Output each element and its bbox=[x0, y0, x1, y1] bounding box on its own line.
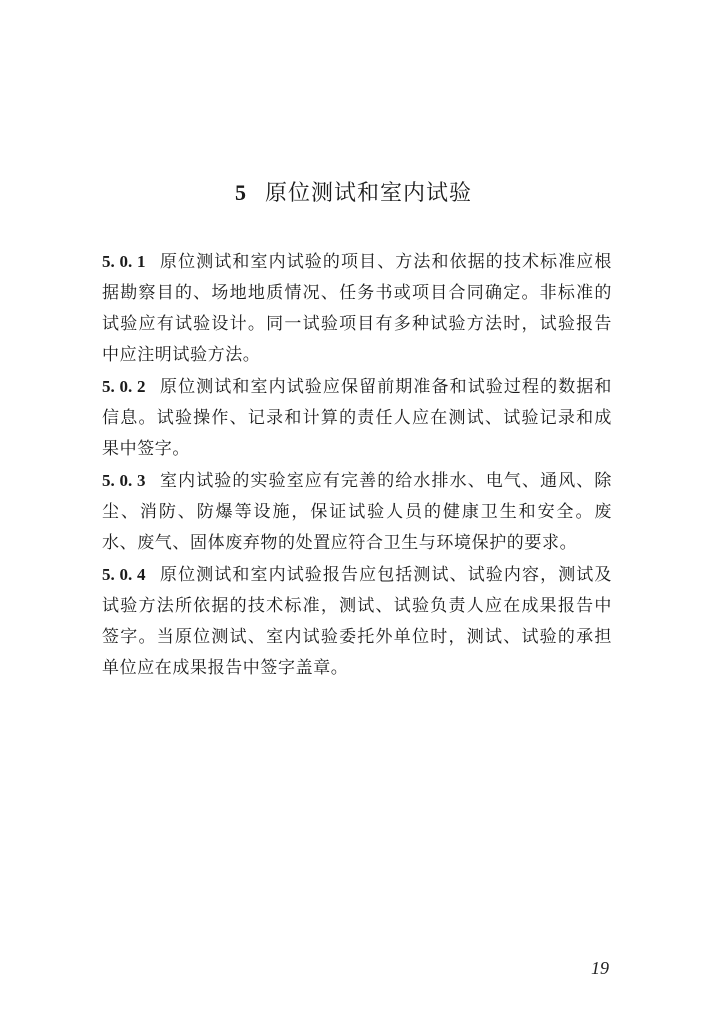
chapter-heading bbox=[0, 176, 707, 207]
clause-text: 原位测试和室内试验应保留前期准备和试验过程的数据和信息。试验操作、记录和计算的责任人应在测试、试验记录和成果中签字。 bbox=[102, 377, 612, 459]
clause-text: 室内试验的实验室应有完善的给水排水、电气、通风、除尘、消防、防爆等设施，保证试验人员的健康卫生和安全。废水、废气、固体废弃物的处置应符合卫生与环境保护的要求。 bbox=[102, 471, 612, 553]
clause-number: 5. 0. 4 bbox=[102, 565, 146, 584]
clause-list bbox=[102, 246, 612, 684]
clause-number: 5. 0. 3 bbox=[102, 471, 146, 490]
clause-text: 原位测试和室内试验报告应包括测试、试验内容，测试及试验方法所依据的技术标准，测试、试验负责人应在成果报告中签字。当原位测试、室内试验委托外单位时，测试、试验的承担单位应在成果报告中签字盖章。 bbox=[102, 565, 612, 678]
clause-number: 5. 0. 2 bbox=[102, 377, 146, 396]
chapter-number: 5 bbox=[234, 180, 247, 205]
chapter-title: 原位测试和室内试验 bbox=[264, 181, 472, 206]
clause-5-0-4 bbox=[102, 559, 612, 684]
clause-number: 5. 0. 1 bbox=[102, 252, 146, 271]
page-number: 19 bbox=[591, 958, 609, 978]
clause-text: 原位测试和室内试验的项目、方法和依据的技术标准应根据勘察目的、场地地质情况、任务书或项目合同确定。非标准的试验应有试验设计。同一试验项目有多种试验方法时，试验报告中应注明试验方法。 bbox=[102, 252, 612, 365]
clause-5-0-1 bbox=[102, 246, 612, 371]
clause-5-0-2 bbox=[102, 371, 612, 465]
clause-5-0-3 bbox=[102, 465, 612, 559]
